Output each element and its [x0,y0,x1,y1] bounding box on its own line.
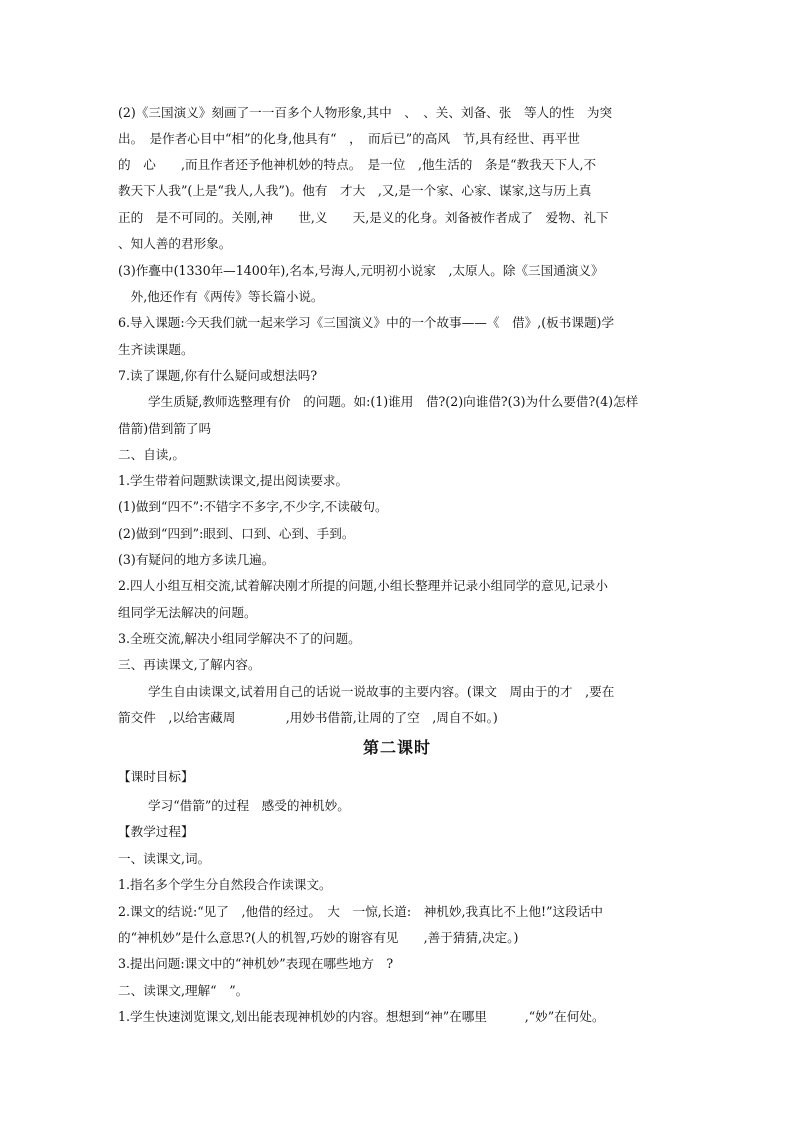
text-line: 教天下人我”(上是“我人,人我”)。他有 才大 ,又,是一个家、心家、谋家,这与历上真 [118,183,592,198]
text-line: (3)作亹中(1330年—1400年),名本,号海人,元明初小说家 ,太原人。除《三国通演义》 [118,263,604,278]
text-line: 2.课文的结说:“见了 ,他借的经过。 大 一惊,长道: 神机妙,我真比不上他!”这段话中 [118,904,603,919]
text-line: 2.四人小组互相交流,试着解决刚才所提的问题,小组长整理并记录小组同学的意见,记录小 [118,578,608,593]
text-line: 3.全班交流,解决小组同学解决不了的问题。 [118,631,361,646]
text-line: 正的 是不可同的。关刚,神 世,义 天,是义的化身。刘备被作者成了 爱物、礼下 [118,210,609,225]
text-line: 1.指名多个学生分自然段合作读课文。 [118,877,332,892]
text-line: 1.学生带着问题默读课文,提出阅读要求。 [118,473,349,488]
text-line: 出。 是作者心目中“相”的化身,他具有“ ， 而后已”的高风 节,具有经世、再平世 [118,131,580,146]
text-line: (1)做到“四不”:不错字不多字,不少字,不读破句。 [118,499,388,514]
text-line: 7.读了课题,你有什么疑问或想法吗? [118,368,318,383]
text-line: 箭交件 ,以给害藏周 ,用妙书借箭,让周的了空 ,周自不如。) [118,710,498,725]
text-line: 学习“借箭”的过程 感受的神机妙。 [148,798,350,813]
text-line: 借箭)借到箭了吗 [118,421,212,436]
text-line: 的 心 ,而且作者还予他神机妙的特点。 是一位 ,他生活的 条是“教我天下人,不 [118,157,597,172]
text-line: 二、读课文,理解“ ”。 [118,983,249,998]
text-line: 二、自读,。 [118,447,185,462]
text-line: 外,他还作有《两传》等长篇小说。 [118,289,324,304]
text-line: 的“神机妙”是什么意思?(人的机智,巧妙的谢容有见 ,善于猜猜,决定。) [118,930,519,945]
text-line: 组同学无法解决的问题。 [118,605,257,620]
text-line: 【教学过程】 [118,824,194,839]
text-line: 、知人善的君形象。 [118,236,232,251]
text-line: 学生自由读课文,试着用自己的话说一说故事的主要内容。(课文 周由于的才 ,要在 [148,684,615,699]
text-line: 三、再读课文,了解内容。 [118,657,261,672]
text-line: (2)《三国演义》刻画了一一百多个人物形象,其中 、 、关、刘备、张 等人的性 为突 [118,105,613,120]
text-line: 一、读课文,词。 [118,851,211,866]
text-line: (2)做到“四到”:眼到、口到、心到、手到。 [118,526,355,541]
text-line: 3.提出问题:课文中的“神机妙”表现在哪些地方 ? [118,956,394,971]
text-line: 【课时目标】 [118,769,194,784]
text-line: 学生质疑,教师选整理有价 的问题。如:(1)谁用 借?(2)向谁借?(3)为什么要借?(4)怎样 [148,394,639,409]
text-line: (3)有疑问的地方多读几遍。 [118,552,275,567]
text-line: 生齐读课题。 [118,342,194,357]
section-title: 第二课时 [362,738,431,757]
text-line: 6.导入课题:今天我们就一起来学习《三国演义》中的一个故事——《 借》,(板书课题)学 [118,315,615,330]
text-line: 1.学生快速浏览课文,划出能表现神机妙的内容。想想到“神”在哪里 ,“妙”在何处。 [118,1009,605,1024]
